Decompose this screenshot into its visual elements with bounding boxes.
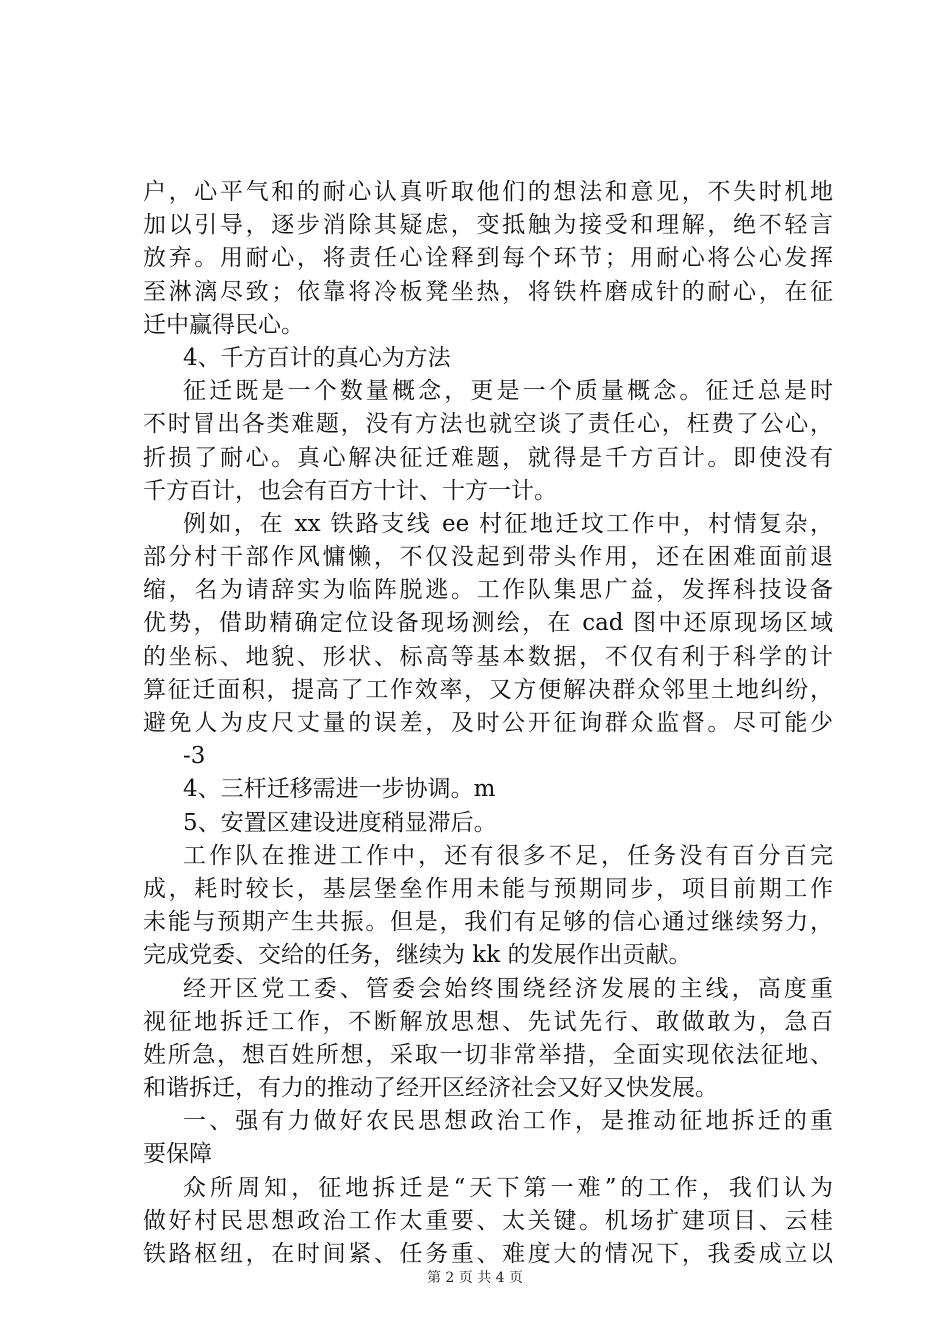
text-line: 视征地拆迁工作，不断解放思想、先试先行、敢做敢为，急百 [143,1008,833,1035]
text-line: 5、安置区建设进度稍显滞后。 [183,809,497,836]
text-line: 经开区党工委、管委会始终围绕经济发展的主线，高度重 [183,975,833,1002]
text-line: 成，耗时较长，基层堡垒作用未能与预期同步，项目前期工作 [143,875,833,902]
text-line: 避免人为皮尺丈量的误差，及时公开征询群众监督。尽可能少 [143,710,833,736]
text-line: 未能与预期产生共振。但是，我们有足够的信心通过继续努力， [143,909,833,936]
text-line: 的坐标、地貌、形状、标高等基本数据，不仅有利于科学的计 [143,643,833,670]
text-line: 完成党委、交给的任务，继续为 kk 的发展作出贡献。 [143,942,692,969]
text-line: 众所周知，征地拆迁是“天下第一难”的工作，我们认为 [183,1174,833,1201]
text-line: 户，心平气和的耐心认真听取他们的想法和意见，不失时机地 [143,179,833,205]
text-line: 部分村干部作风慵懒，不仅没起到带头作用，还在困难面前退 [143,544,833,571]
text-line: 4、三杆迁移需进一步协调。m [183,776,496,803]
text-line: 例如，在 xx 铁路支线 ee 村征地迁坟工作中，村情复杂， [183,510,833,537]
text-line: 铁路枢纽，在时间紧、任务重、难度大的情况下，我委成立以 [143,1241,833,1267]
text-line: 加以引导，逐步消除其疑虑，变抵触为接受和理解，绝不轻言 [143,212,833,239]
text-line: -3 [183,743,206,770]
text-line: 姓所急，想百姓所想，采取一切非常举措，全面实现依法征地、 [143,1041,833,1068]
text-line: 征迁既是一个数量概念，更是一个质量概念。征迁总是时 [183,378,833,405]
text-line: 放弃。用耐心，将责任心诠释到每个环节；用耐心将公心发挥 [143,245,833,272]
text-line: 和谐拆迁，有力的推动了经开区经济社会又好又快发展。 [143,1075,718,1102]
text-line: 优势，借助精确定位设备现场测绘，在 cad 图中还原现场区域 [143,610,833,637]
text-line: 缩，名为请辞实为临阵脱逃。工作队集思广益，发挥科技设备 [143,577,833,604]
text-line: 迁中赢得民心。 [143,311,304,338]
text-line: 算征迁面积，提高了工作效率，又方便解决群众邻里土地纠纷， [143,676,833,703]
text-line: 千方百计，也会有百方十计、十方一计。 [143,477,557,504]
text-line: 4、千方百计的真心为方法 [183,344,451,371]
text-line: 做好村民思想政治工作太重要、太关键。机场扩建项目、云桂 [143,1207,833,1234]
text-line: 要保障 [143,1141,212,1168]
text-line: 一、强有力做好农民思想政治工作，是推动征地拆迁的重 [183,1108,833,1135]
text-line: 不时冒出各类难题，没有方法也就空谈了责任心，枉费了公心， [143,411,833,438]
page-number-footer: 第 2 页 共 4 页 [426,1270,524,1286]
text-line: 至淋漓尽致；依靠将冷板凳坐热，将铁杵磨成针的耐心，在征 [143,278,833,305]
document-body [143,176,833,1271]
text-line: 折损了耐心。真心解决征迁难题，就得是千方百计。即使没有 [143,444,833,471]
text-line: 工作队在推进工作中，还有很多不足，任务没有百分百完 [183,842,833,869]
